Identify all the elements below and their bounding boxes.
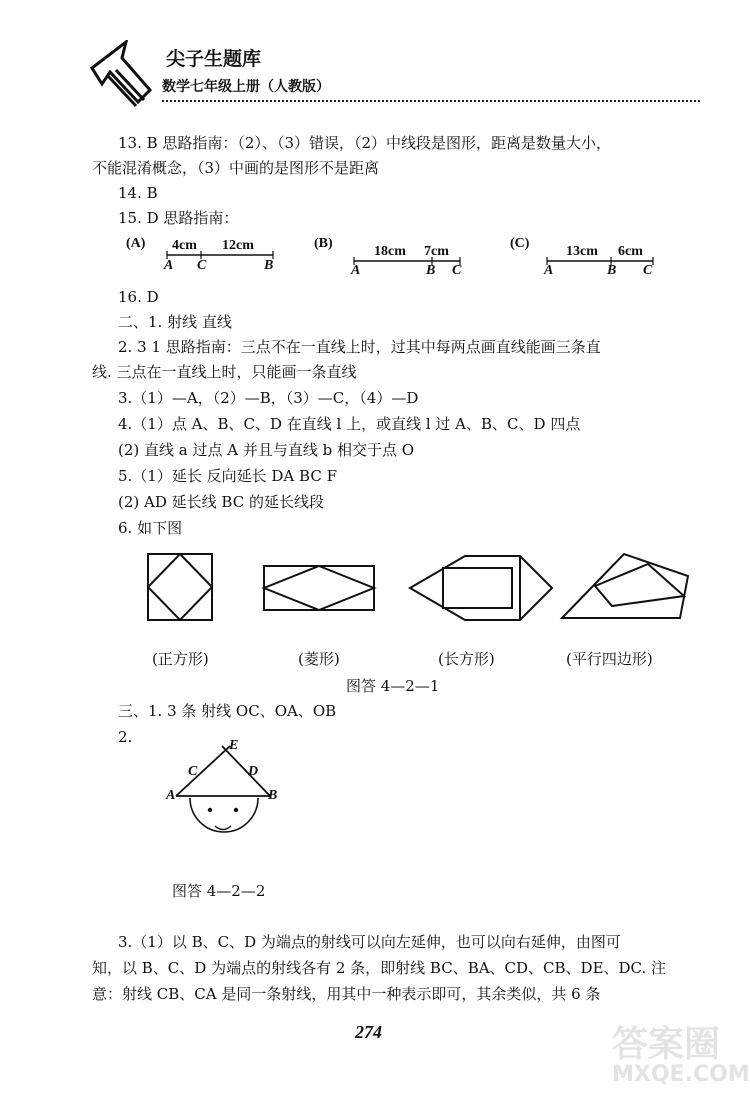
segment-a-len1: 4cm xyxy=(172,238,197,253)
segment-a-label: (A) xyxy=(126,236,146,251)
face-figure xyxy=(168,740,278,860)
segment-c-len1: 13cm xyxy=(566,244,598,259)
face-point-a: A xyxy=(166,788,176,803)
section2-q3: 3.（1）—A，（2）—B，（3）—C，（4）—D xyxy=(118,389,419,407)
caption-parallelogram: (平行四边形) xyxy=(566,650,653,668)
segment-b-point1: A xyxy=(351,263,361,278)
parallelogram-diagram xyxy=(562,554,688,618)
header-arrow-icon xyxy=(86,40,156,124)
section2-q6: 6. 如下图 xyxy=(118,519,183,537)
segment-c-line xyxy=(545,256,657,266)
segment-b-line xyxy=(352,256,464,266)
square-diagram xyxy=(148,554,212,620)
section2-q1: 二、1. 射线 直线 xyxy=(118,313,232,331)
section2-q2-line1: 2. 3 1 思路指南：三点不在一直线上时，过其中每两点画直线能画三条直 xyxy=(118,338,601,356)
figure-caption-2: 图答 4—2—2 xyxy=(172,882,266,900)
section2-q5-part2: (2) AD 延长线 BC 的延长线段 xyxy=(118,493,324,511)
segment-b-point2: B xyxy=(426,263,436,278)
segment-c-point1: A xyxy=(544,263,554,278)
segment-b-point3: C xyxy=(452,263,462,278)
section2-q4-part2: (2) 直线 a 过点 A 并且与直线 b 相交于点 O xyxy=(118,441,415,459)
segment-a-point3: B xyxy=(264,258,274,273)
section2-q5-part1: 5.（1）延长 反向延长 DA BC F xyxy=(118,467,337,485)
answer-13-line2: 不能混淆概念，（3）中画的是图形不是距离 xyxy=(92,159,380,177)
face-point-c: C xyxy=(188,764,198,779)
page-number: 274 xyxy=(355,1022,382,1042)
section2-q2-line2: 线. 三点在一直线上时，只能画一条直线 xyxy=(92,363,357,381)
segment-b-label: (B) xyxy=(314,236,333,251)
header-divider xyxy=(162,100,700,102)
face-point-b: B xyxy=(268,788,278,803)
section2-q4-part1: 4.（1）点 A、B、C、D 在直线 l 上，或直线 l 过 A、B、C、D 四点 xyxy=(118,415,581,433)
face-point-d: D xyxy=(248,764,259,779)
segment-a-len2: 12cm xyxy=(222,238,254,253)
face-point-e: E xyxy=(229,738,239,753)
caption-rectangle: (长方形) xyxy=(438,650,495,668)
segment-b-len2: 7cm xyxy=(424,244,449,259)
section3-q3-line2: 知，以 B、C、D 为端点的射线各有 2 条，即射线 BC、BA、CD、CB、DE、DC. 注 xyxy=(92,959,667,977)
section3-q3-line3: 意：射线 CB、CA 是同一条射线，用其中一种表示即可，其余类似，共 6 条 xyxy=(92,985,601,1003)
shapes-figure xyxy=(140,548,700,628)
answer-15: 15. D 思路指南： xyxy=(118,209,239,227)
header-title: 尖子生题库 xyxy=(166,48,262,70)
rectangle-diagram xyxy=(410,556,552,620)
section3-q1: 三、1. 3 条 射线 OC、OA、OB xyxy=(118,702,337,720)
answer-13-line1: 13. B 思路指南：（2）、（3）错误，（2）中线段是图形，距离是数量大小， xyxy=(118,134,612,152)
rhombus-diagram xyxy=(264,566,374,610)
segment-c-len2: 6cm xyxy=(618,244,643,259)
figure-caption-1: 图答 4—2—1 xyxy=(346,677,440,695)
segment-c-label: (C) xyxy=(510,236,530,251)
header-subtitle: 数学七年级上册（人教版） xyxy=(162,79,330,95)
watermark-url: MXQE.COM xyxy=(612,1062,750,1087)
caption-rhombus: (菱形) xyxy=(298,650,340,668)
segment-a-line xyxy=(165,250,277,260)
segment-c-point2: B xyxy=(607,263,617,278)
section3-q3-line1: 3.（1）以 B、C、D 为端点的射线可以向左延伸，也可以向右延伸，由图可 xyxy=(118,933,621,951)
segment-a-point1: A xyxy=(164,258,174,273)
watermark-title: 答案圈 xyxy=(612,1024,721,1065)
section3-q2: 2. xyxy=(118,728,133,746)
segment-c-point3: C xyxy=(643,263,653,278)
caption-square: (正方形) xyxy=(152,650,209,668)
segment-b-len1: 18cm xyxy=(374,244,406,259)
answer-14: 14. B xyxy=(118,184,158,202)
answer-16: 16. D xyxy=(118,288,159,306)
segment-a-point2: C xyxy=(197,258,207,273)
